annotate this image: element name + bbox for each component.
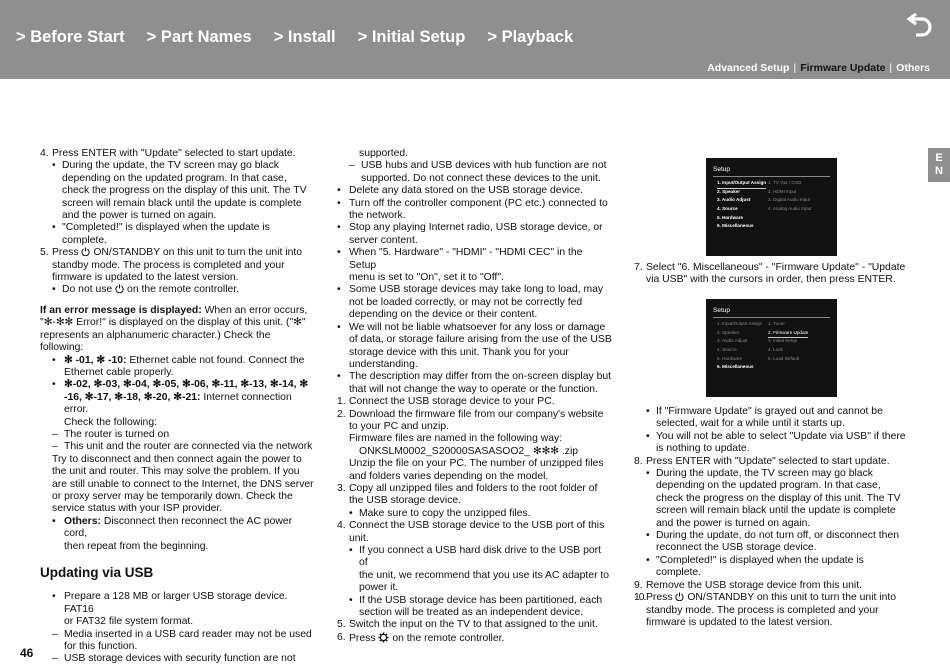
setup-subitem: 4. Analog Audio Input [768,206,812,212]
setup-subitem: 3. Digital Audio Input [768,197,811,203]
step-9: 9. Remove the USB storage device from this unit. [634,579,862,591]
dash-item: – The router is turned on [52,428,170,440]
back-arrow-icon[interactable] [904,8,936,38]
nav-playback[interactable]: > Playback [487,28,574,46]
step-6: 6. Press on the remote controller. [337,631,505,644]
setup-item: 4. Source [717,347,737,353]
step-7: 7. Select "6. Miscellaneous" - "Firmware Update" - "Update via USB" with the cursors in order, then press ENTER. [634,262,906,286]
column-right-lower [634,406,910,629]
column-left [40,148,316,666]
setup-item: 1. Input/Output Assign [717,180,766,189]
setup-menu-screenshot [706,299,837,397]
setup-subitem: 5. Load Default [768,355,800,361]
setup-subitem: 1. TV Out / OSD [768,180,802,185]
subnav-firmware-update[interactable]: Firmware Update [800,62,886,74]
bullet: • Do not use on the remote controller. [52,284,240,296]
step-2: 2. Download the firmware file from our company's website to your PC and unzip. Firmware files are named in the following way: [337,408,604,445]
step-10: 10. Press ON/STANDBY on this unit to turn the unit into standby mode. The process is completed and your firmware is updated to the latest version. [634,592,897,628]
power-icon [675,592,684,601]
nav-before-start[interactable]: > Before Start [16,28,125,46]
firmware-filename: ONKSLM0002_S20000SASASOO2_ ✻✻✻ .zip [359,445,579,457]
nav-initial-setup[interactable]: > Initial Setup [357,28,466,46]
power-icon [115,284,124,293]
step-4: 4. Press ENTER with "Update" selected to start update. [40,148,296,159]
bullet: • We will not be liable whatsoever for any loss or damage of data, or storage failure arising from the use of the USB storage device with this unit. Thank you for your understanding. [337,321,612,370]
power-icon [81,247,90,256]
bullet: • Prepare a 128 MB or larger USB storage device. FAT16 or FAT32 file system format. [52,591,288,628]
setup-menu-left [717,180,766,232]
step-3: 3. Copy all unzipped files and folders to the root folder of the USB storage device. [337,482,598,507]
setup-subitem: 2. Firmware Update [768,330,808,339]
sub-nav [707,62,930,74]
paragraph: Try to disconnect and then connect again the power to the unit and router. This may solve the problem. If you are still unable to connect to the Internet, the DNS server or proxy server may be temporarily down. Check the service status with your ISP provider. [52,453,314,515]
setup-item: 4. Source [717,206,738,212]
bullet: • During the update, do not turn off, or disconnect then reconnect the USB storage device. [646,530,899,554]
error-item: • Others: Disconnect then reconnect the AC power cord, then repeat from the beginning. [52,515,293,552]
bullet: • Some USB storage devices may take long to load, may not be loaded correctly, or may not be correctly fed depending on the device or their content. [337,284,604,321]
nav-part-names[interactable]: > Part Names [146,28,252,46]
error-intro: If an error message is displayed: When an error occurs, "✻-✻✻ Error!" is displayed on the display of this unit. ("✻" represents an alphanumeric character.) Check the following: [40,304,308,354]
language-tab: E N [928,148,950,182]
bullet: • Stop any playing Internet radio, USB storage device, or server content. [337,222,603,246]
setup-subitem: 3. Initial Setup [768,338,798,344]
setup-subitem: 2. HDMI Input [768,188,797,194]
bullet: • If the USB storage device has been partitioned, each section will be treated as an independent device. [349,594,603,619]
subnav-advanced-setup[interactable]: Advanced Setup [707,62,790,74]
setup-item: 3. Audio Adjust [717,197,751,203]
bullet: • Turn off the controller component (PC etc.) connected to the network. [337,197,608,222]
step-5: 5. Press ON/STANDBY on this unit to turn the unit into standby mode. The process is completed and your firmware is updated to the latest version. [40,247,303,284]
bullet: • If "Firmware Update" is grayed out and cannot be selected, wait for a while until it starts up. [646,406,883,430]
nav-install[interactable]: > Install [273,28,336,46]
paragraph: Unzip the file on your PC. The number of unzipped files and folders varies depending on the model. [349,458,604,482]
setup-item: 2. Speaker [717,329,740,335]
setup-menu-right [768,180,811,215]
section-heading: Updating via USB [40,565,154,580]
subnav-others[interactable]: Others [896,62,930,74]
setup-item: 6. Miscellaneous [717,364,754,370]
bullet: • The description may differ from the on-screen display but that will not change the way to operate or the function. [337,371,612,395]
setup-item: 5. Hardware [717,214,744,220]
setup-menu-left [717,321,762,373]
bullet: • During the update, the TV screen may go black depending on the updated program. In that case, check the progress on the display of this unit. The TV screen will remain black until the update is complete and the power is turned on again. [646,468,901,529]
bullet: • During the update, the TV screen may go black depending on the updated program. In that case, check the progress on the display of this unit. The TV screen will remain black until the update is complete and the power is turned on again. [52,160,307,222]
bullet: • When "5. Hardware" - "HDMI" - "HDMI CEC" in the Setup menu is set to "On", set it to "Off". [337,247,583,284]
step-1: 1. Connect the USB storage device to your PC. [337,396,555,408]
top-nav-bar [0,0,950,79]
column-right [634,262,910,287]
bullet: • Delete any data stored on the USB storage device. [337,185,583,197]
dash-item: – USB storage devices with security function are not [52,653,296,665]
dash-item: – Media inserted in a USB card reader may not be used for this function. [52,628,312,653]
step-5: 5. Switch the input on the TV to that assigned to the unit. [337,619,598,631]
setup-title: Setup [713,307,730,314]
bullet: • Make sure to copy the unzipped files. [349,507,531,519]
setup-item: 2. Speaker [717,188,740,194]
error-item: • ✻-02, ✻-03, ✻-04, ✻-05, ✻-06, ✻-11, ✻-13, ✻-14, ✻ -16, ✻-17, ✻-18, ✻-20, ✻-21: Internet connection error. Check the following: [52,379,309,428]
subnav-separator: | [793,62,797,74]
bullet: • "Completed!" is displayed when the update is complete. [646,554,864,579]
setup-subitem: 4. Lock [768,347,783,353]
paragraph: supported. [359,148,409,159]
bullet: • You will not be able to select "Update via USB" if there is nothing to update. [646,430,906,455]
setup-title: Setup [713,166,730,173]
step-8: 8. Press ENTER with "Update" selected to start update. [634,455,890,467]
setup-menu-screenshot [706,158,837,256]
setup-item: 5. Hardware [717,355,743,361]
setup-item: 3. Audio Adjust [717,338,748,344]
error-item: • ✻ -01, ✻ -10: Ethernet cable not found. Connect the Ethernet cable properly. [52,354,305,378]
column-middle [337,148,612,645]
setup-item: 6. Miscellaneous [717,223,754,229]
setup-item: 1. Input/Output Assign [717,321,763,326]
dash-item: – USB hubs and USB devices with hub function are not supported. Do not connect these devices to the unit. [349,160,607,184]
main-nav [16,28,595,47]
bullet: • "Completed!" is displayed when the update is complete. [52,222,270,246]
setup-subitem: 1. Tuner [768,321,785,326]
step-4: 4. Connect the USB storage device to the USB port of this unit. [337,520,605,544]
gear-icon [378,632,389,643]
setup-menu-right [768,321,808,364]
page-number: 46 [20,646,34,660]
subnav-separator: | [889,62,893,74]
bullet: • If you connect a USB hard disk drive to the USB port of the unit, we recommend that you use its AC adapter to power it. [349,545,610,594]
dash-item: – This unit and the router are connected via the network [52,441,313,453]
